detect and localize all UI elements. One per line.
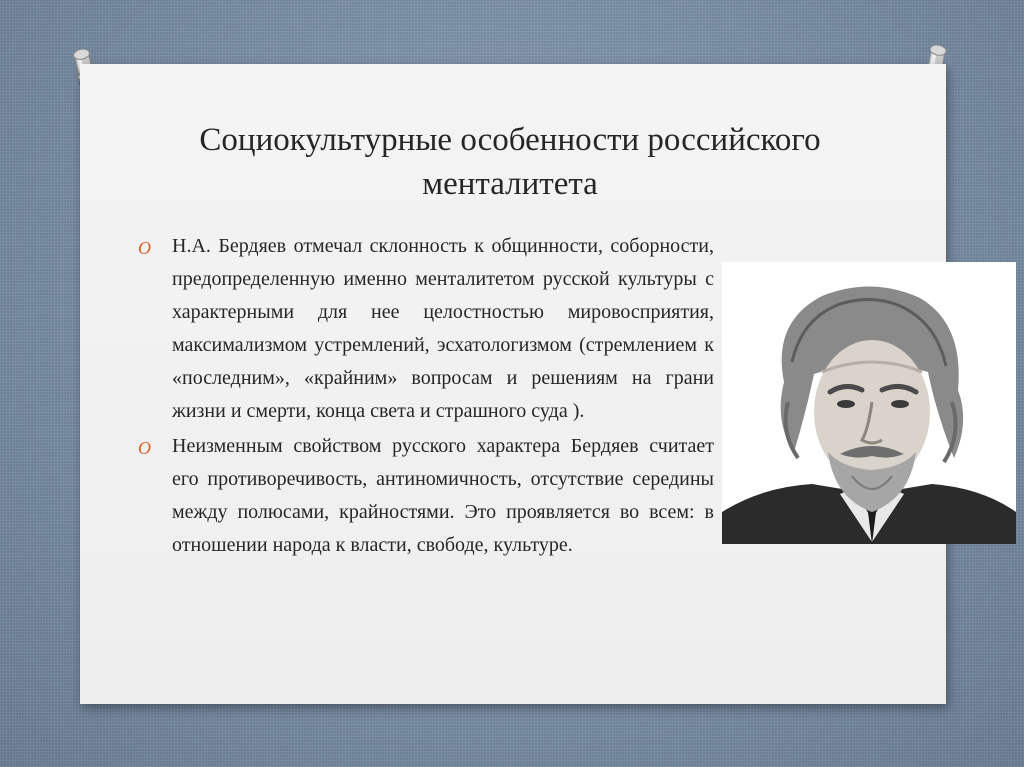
bullet-item — [138, 230, 714, 428]
bullet-list — [138, 230, 714, 564]
portrait-image — [722, 262, 1016, 544]
bullet-text: Н.А. Бердяев отмечал склонность к общинности, соборности, предопределенную именно менталитетом русской культуры с характерными для нее целостностью мировосприятия, максимализмом устремлений, эсхатологизмом (стремлением к «последним», «крайним» вопросам и решениям на грани жизни и смерти, конца света и страшного суда ). — [172, 235, 714, 422]
slide-title: Социокультурные особенности российского менталитета — [199, 122, 821, 202]
bullet-item — [138, 430, 714, 562]
bullet-marker-icon: O — [138, 238, 151, 258]
bullet-text: Неизменным свойством русского характера Бердяев считает его противоречивость, антиномичность, отсутствие середины между полюсами, крайностями. Это проявляется во всем: в отношении народа к власти, свободе, культуре. — [172, 435, 714, 556]
bullet-marker-icon: O — [138, 438, 151, 458]
